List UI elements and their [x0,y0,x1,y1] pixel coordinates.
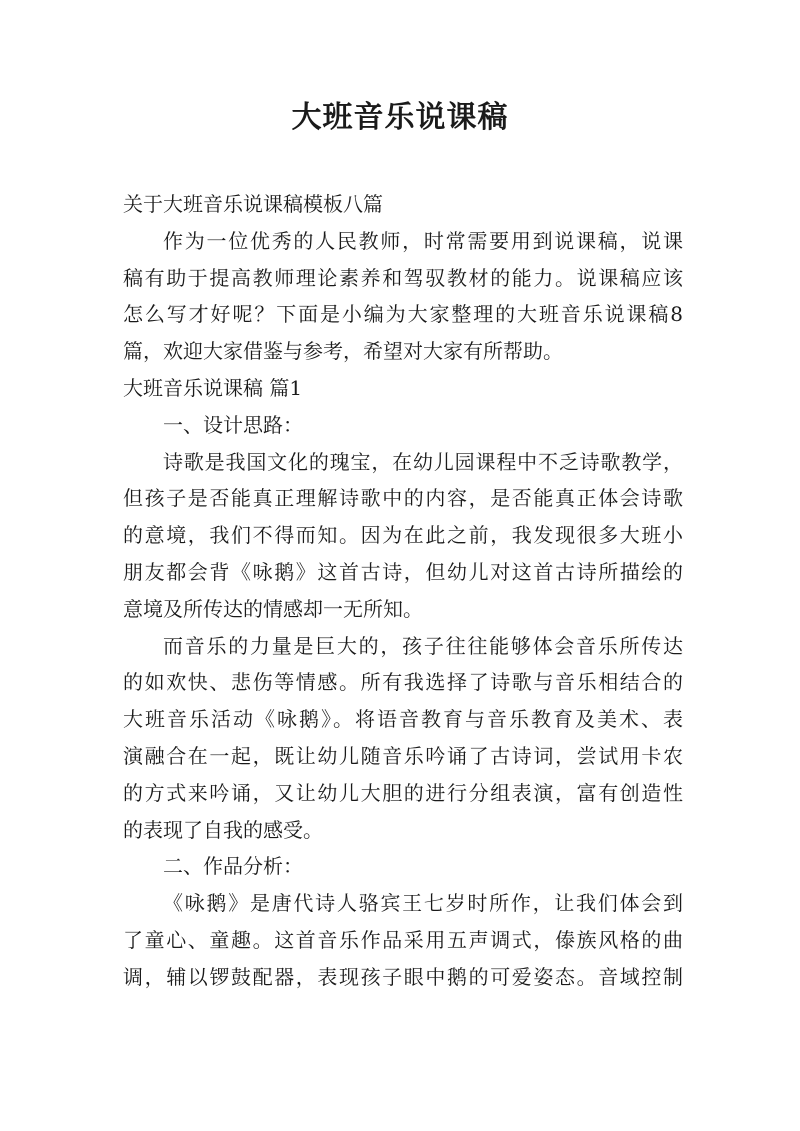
paragraph-line: 《咏鹅》是唐代诗人骆宾王七岁时所作，让我们体会到 [163,891,683,916]
paragraph-line: 怎么写才好呢？下面是小编为大家整理的大班音乐说课稿8 [123,302,683,327]
document-title: 大班音乐说课稿 [291,100,509,135]
paragraph-line: 作为一位优秀的人民教师，时常需要用到说课稿，说课 [163,228,683,253]
paragraph-line: 诗歌是我国文化的瑰宝，在幼儿园课程中不乏诗歌教学， [163,449,683,474]
paragraph-line: 调，辅以锣鼓配器，表现孩子眼中鹅的可爱姿态。音域控制 [123,964,683,989]
paragraph-line: 朋友都会背《咏鹅》这首古诗，但幼儿对这首古诗所描绘的 [123,559,683,584]
paragraph-line: 而音乐的力量是巨大的，孩子往往能够体会音乐所传达 [163,633,683,658]
document-body [123,186,683,996]
doc-subtitle-line: 关于大班音乐说课稿模板八篇 [123,192,383,216]
paragraph-line: 篇，欢迎大家借鉴与参考，希望对大家有所帮助。 [123,339,563,364]
paragraph-line: 了童心、童趣。这首音乐作品采用五声调式，傣族风格的曲 [123,927,683,952]
paragraph-line: 演融合在一起，既让幼儿随音乐吟诵了古诗词，尝试用卡农 [123,743,683,768]
paragraph-line: 的如欢快、悲伤等情感。所有我选择了诗歌与音乐相结合的 [123,670,683,695]
paragraph-line: 的表现了自我的感受。 [123,817,323,842]
paragraph-line: 大班音乐活动《咏鹅》。将语音教育与音乐教育及美术、表 [123,707,683,732]
section-heading: 大班音乐说课稿 篇1 [123,375,303,400]
paragraph-line: 的方式来吟诵，又让幼儿大胆的进行分组表演，富有创造性 [123,780,683,805]
paragraph-line: 但孩子是否能真正理解诗歌中的内容，是否能真正体会诗歌 [123,486,683,511]
paragraph-line: 意境及所传达的情感却一无所知。 [123,596,423,621]
subsection-heading: 二、作品分析： [163,854,303,879]
subsection-heading: 一、设计思路： [163,412,303,437]
paragraph-line: 稿有助于提高教师理论素养和驾驭教材的能力。说课稿应该 [123,265,683,290]
paragraph-line: 的意境，我们不得而知。因为在此之前，我发现很多大班小 [123,523,683,548]
